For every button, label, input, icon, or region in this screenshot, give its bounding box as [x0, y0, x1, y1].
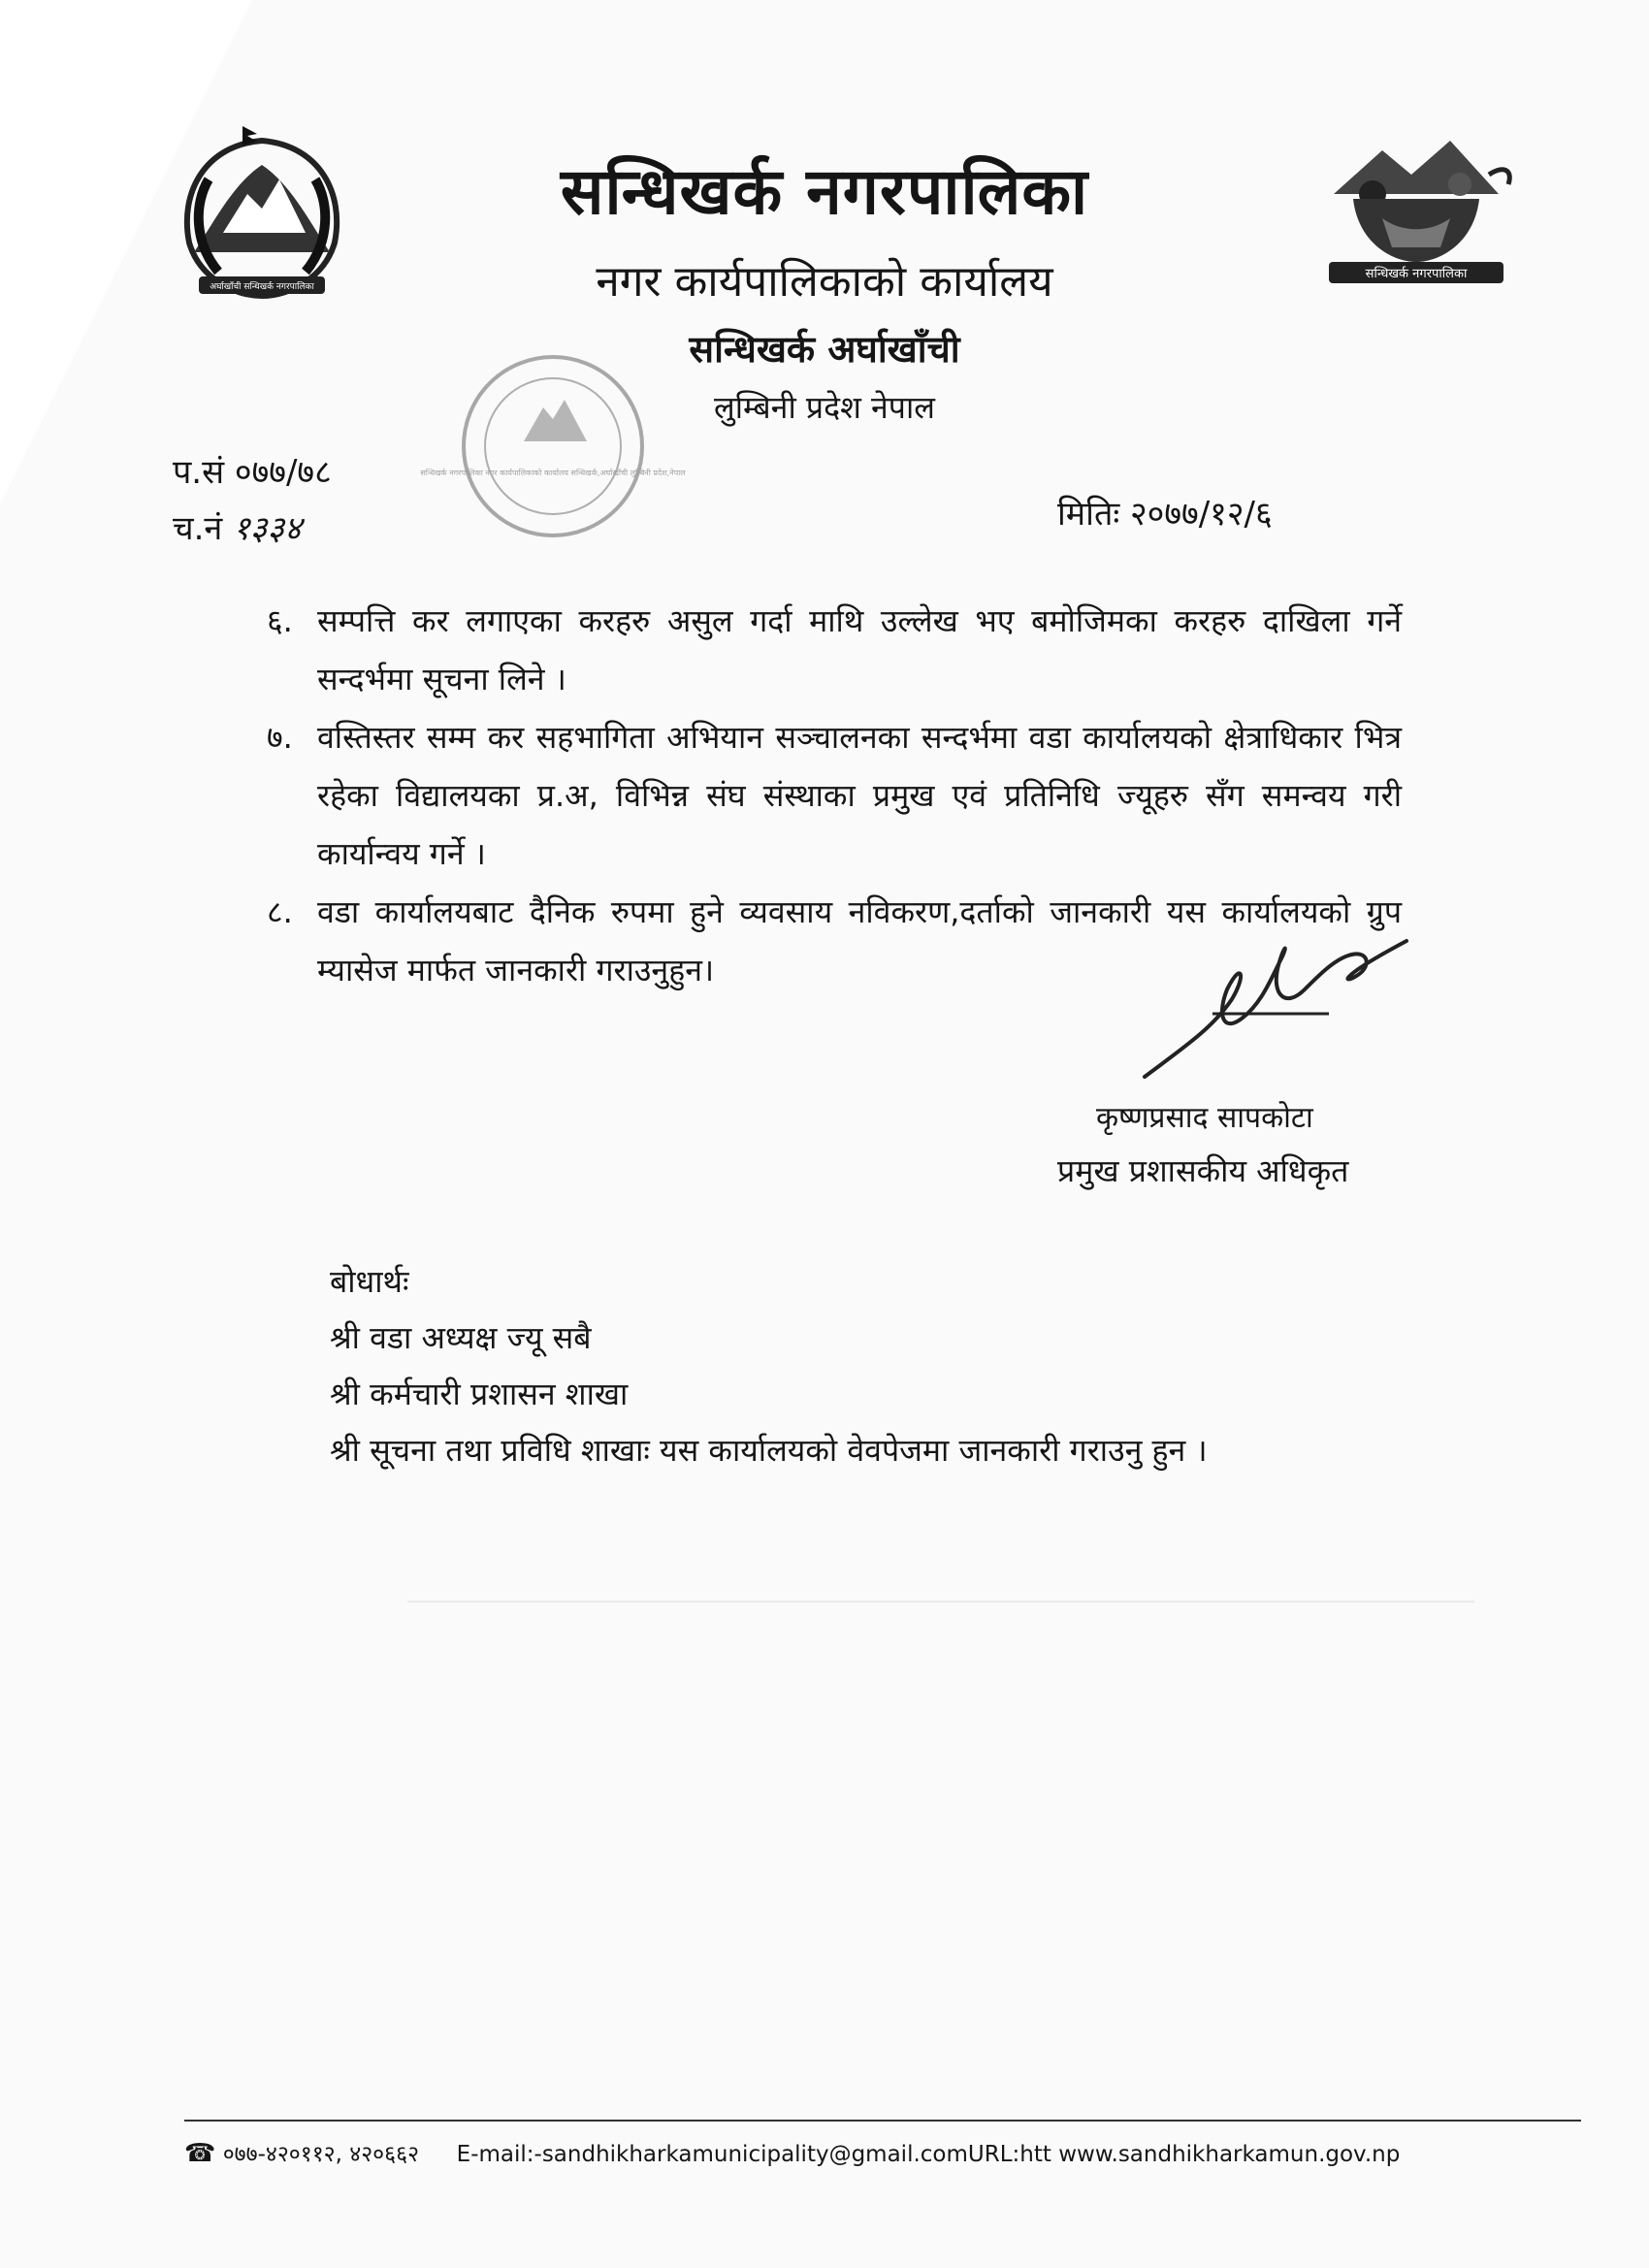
municipality-title: सन्धिखर्क नगरपालिका [560, 154, 1089, 229]
fiscal-year-ref: प.सं ०७७/७८ [173, 453, 332, 492]
cc-section [330, 1253, 1208, 1478]
list-item [267, 592, 1402, 708]
telephone-icon: ☎ [184, 2139, 216, 2168]
footer-contact [184, 2137, 1400, 2168]
cc-recipient: श्री वडा अध्यक्ष ज्यू सबै [330, 1319, 592, 1356]
footer-email-url: E-mail:-sandhikharkamunicipality@gmail.comURL:htt www.sandhikharkamun.gov.np [456, 2142, 1401, 2167]
footer-phone: ०७७-४२०११२, ४२०६६२ [222, 2142, 420, 2167]
stamp-text: सन्धिखर्क नगरपालिका नगर कार्यपालिकाको कार्यालय सन्धिखर्क,अर्घाखाँची लुम्बिनी प्रदेश,नेपाल [420, 469, 686, 477]
footer-rule [184, 2120, 1581, 2122]
dispatch-number: १३३४ [233, 509, 302, 548]
handwritten-signature [1125, 922, 1416, 1086]
nepal-emblem-logo [165, 126, 359, 310]
signatory-title: प्रमुख प्रशासकीय अधिकृत [1057, 1152, 1349, 1189]
cc-recipient: श्री कर्मचारी प्रशासन शाखा [330, 1376, 629, 1412]
item-text: सम्पत्ति कर लगाएका करहरु असुल गर्दा माथि उल्लेख भए बमोजिमका करहरु दाखिला गर्ने सन्दर्भमा सूचना लिने । [317, 602, 1402, 697]
signatory-name: कृष्णप्रसाद सापकोटा [1096, 1101, 1313, 1135]
province-name: लुम्बिनी प्रदेश नेपाल [714, 389, 935, 426]
office-location: सन्धिखर्क अर्घाखाँची [689, 328, 960, 371]
list-item [267, 708, 1402, 883]
right-logo-text: सन्धिखर्क नगरपालिका [1365, 267, 1468, 281]
cc-recipient: श्री सूचना तथा प्रविधि शाखाः यस कार्यालयको वेवपेजमा जानकारी गराउनु हुन । [330, 1432, 1208, 1469]
left-emblem-text: अर्घाखाँची सन्धिखर्क नगरपालिका [210, 282, 314, 292]
dispatch-ref [173, 504, 302, 549]
office-stamp [420, 349, 686, 543]
bleed-through-shadow [407, 1601, 1474, 1971]
item-text: वस्तिस्तर सम्म कर सहभागिता अभियान सञ्चालनका सन्दर्भमा वडा कार्यालयको क्षेत्राधिकार भित्र रहेका विद्यालयका प्र.अ, विभिन्न संघ संस्थाका प्रमुख एवं प्रतिनिधि ज्यूहरु सँग समन्वय गरी कार्यान्वय गर्ने । [317, 719, 1402, 872]
office-name: नगर कार्यपालिकाको कार्यालय [596, 257, 1053, 307]
municipality-logo [1314, 126, 1518, 286]
item-number: ७. [267, 719, 293, 756]
item-text: वडा कार्यालयबाट दैनिक रुपमा हुने व्यवसाय नविकरण,दर्ताको जानकारी यस कार्यालयको ग्रुप म्यासेज मार्फत जानकारी गराउनुहुन। [317, 893, 1402, 988]
letter-date: मितिः २०७७/१२/६ [1057, 495, 1273, 534]
cc-label: बोधार्थः [330, 1263, 409, 1300]
item-number: ६. [267, 602, 293, 639]
dispatch-label: च.नं [173, 509, 223, 548]
item-number: ८. [267, 893, 293, 930]
